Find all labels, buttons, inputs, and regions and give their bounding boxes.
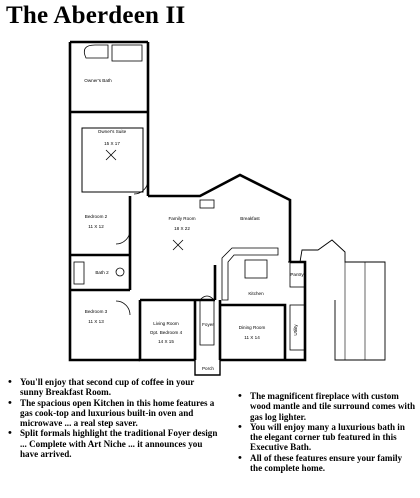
label-living-room-alt: Opt. Bedroom 4 [149,330,183,335]
label-owners-suite-size: 15 X 17 [104,141,120,146]
bath2-tub [74,262,84,284]
label-dining-room-size: 11 X 14 [244,335,260,340]
label-family-room: Family Room [168,216,196,221]
label-utility: Utility [293,324,298,336]
art-niche [200,296,214,345]
label-bedroom3: Bedroom 3 [84,309,108,314]
corner-tub [84,45,108,58]
dining-room-wall [220,305,285,360]
feature-item: • The magnificent fireplace with custom wood mantle and tile surround comes with gas log lighter. [236,391,416,422]
label-owners-suite: Owner's Suite [97,129,127,134]
feature-item: • The spacious open Kitchen in this home features a gas cook-top and luxurious built-in oven and microwave ... a real step saver. [6,398,218,429]
label-living-room-size: 14 X 15 [158,339,174,344]
label-bedroom2-size: 11 X 12 [88,224,104,229]
label-owners-bath: Owner's Bath [84,78,112,83]
label-breakfast: Breakfast [240,216,260,221]
label-family-room-size: 18 X 22 [174,226,190,231]
foyer-wall [195,300,220,360]
label-bedroom3-size: 11 X 13 [88,319,104,324]
feature-item: • Split formals highlight the traditional Foyer design ... Complete with Art Niche ... it announces you have arrived. [6,428,218,459]
feature-item: • You'll enjoy that second cup of coffee in your sunny Breakfast Room. [6,377,218,398]
label-pantry: Pantry [290,272,304,277]
owners-suite-wall [82,128,143,192]
shower [112,45,142,61]
features-left [6,377,218,459]
label-dining-room: Dining Room [238,325,266,330]
label-living-room: Living Room [153,321,179,326]
label-bedroom2: Bedroom 2 [84,214,108,219]
feature-item: • You will enjoy many a luxurious bath in the elegant corner tub featured in this Executive Bath. [236,422,416,453]
label-porch: Porch [201,366,215,371]
fireplace [200,200,214,208]
label-bath2: Bath 2 [95,270,109,275]
label-foyer: Foyer [202,322,214,327]
carport-outline [288,240,385,360]
plan-title: The Aberdeen II [6,2,186,29]
bath2-toilet [116,268,124,276]
feature-item: • All of these features ensure your family the complete home. [236,453,416,474]
label-kitchen: Kitchen [248,291,264,296]
kitchen-island [245,260,267,278]
features-right [236,391,416,473]
